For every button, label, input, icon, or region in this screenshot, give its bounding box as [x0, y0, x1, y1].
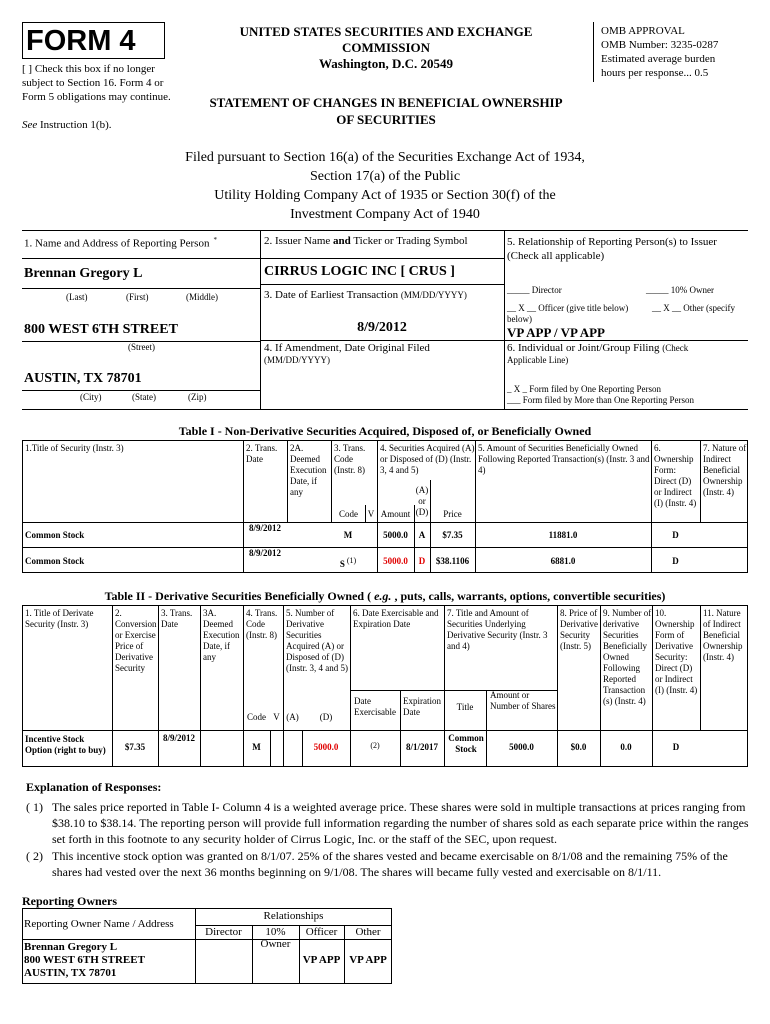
t1-r2-date: 8/9/2012 — [248, 548, 281, 558]
t1-r2-title: Common Stock — [25, 556, 85, 566]
t2-h-dprice: 8. Price of Derivative Security (Instr. 5) — [560, 608, 598, 651]
t2-r1-form: D — [672, 742, 680, 752]
officer-title: VP APP / VP APP — [507, 325, 605, 340]
owner-officer-value: VP APP — [302, 954, 341, 966]
director-col: Director — [205, 926, 242, 938]
footnote-2-num: ( 2) — [26, 849, 43, 863]
form-title: FORM 4 — [26, 25, 136, 57]
t1-r1-code: M — [343, 530, 353, 540]
t1-r1-title: Common Stock — [25, 530, 85, 540]
t1-r2-owned: 6881.0 — [550, 556, 576, 566]
joint-filing-label: 6. Individual or Joint/Group Filing (Check — [507, 342, 689, 354]
t2-r1-title: Incentive Stock Option (right to buy) — [25, 734, 106, 755]
t1-r2-form: D — [672, 556, 679, 566]
street-label: (Street) — [128, 342, 155, 352]
city-label: (City) — [80, 392, 102, 402]
t2-h-underlying: 7. Title and Amount of Securities Underlying Derivative Security (Instr. 3 and 4) — [447, 608, 548, 651]
t1-h-form: 6. Ownership Form: Direct (D) or Indirect (I) (Instr. 4) — [654, 443, 697, 508]
owner-name-col: Reporting Owner Name / Address — [24, 918, 174, 930]
statement-title: STATEMENT OF CHANGES IN BENEFICIAL OWNERSHIP OF SECURITIES — [209, 95, 563, 127]
applicable-line-label: Applicable Line) — [507, 355, 569, 365]
earliest-transaction-label: 3. Date of Earliest Transaction (MM/DD/YYYY) — [264, 289, 467, 301]
below-label: below) — [507, 314, 532, 324]
t2-r1-code: M — [252, 742, 261, 752]
omb-approval: OMB APPROVAL OMB Number: 3235-0287 Estimated average burden hours per response... 0.5 — [601, 25, 719, 79]
footnote-1-num: ( 1) — [26, 800, 43, 814]
t2-sub-exp: Expiration Date — [403, 696, 441, 717]
t1-r1-date: 8/9/2012 — [248, 523, 281, 533]
explanation-heading: Explanation of Responses: — [26, 780, 162, 794]
t2-h-owned: 9. Number of derivative Securities Beneficially Owned Following Reported Transaction (s) (Instr. 4) — [603, 608, 652, 706]
filed-pursuant: Filed pursuant to Section 16(a) of the Securities Exchange Act of 1934, Section 17(a) of the Public Utility Holding Company Act of 1935 or Section 30(f) of the Investment Company Act of 1940 — [185, 150, 585, 222]
t1-sub-v: V — [367, 509, 375, 519]
issuer-label: 2. Issuer Name and Ticker or Trading Symbol — [264, 235, 468, 247]
t2-r1-owned: 0.0 — [620, 742, 632, 752]
t1-h-date: 2. Trans. Date — [246, 443, 278, 464]
t1-h-deemed: 2A. Deemed Execution Date, if any — [290, 443, 327, 497]
reporting-owners-heading: Reporting Owners — [22, 894, 117, 908]
t1-r2-ad: D — [418, 556, 426, 566]
t2-sub-v: V — [273, 712, 280, 722]
footnote-2-link[interactable]: (2) — [370, 741, 380, 750]
no-longer-subject-checkbox[interactable]: [ ] Check this box if no longer subject to Section 16. Form 4 or Form 5 obligations may continue. — [22, 63, 171, 103]
t2-h-date: 3. Trans. Date — [161, 608, 193, 629]
t1-h-code: 3. Trans. Code (Instr. 8) — [334, 443, 366, 475]
see-instruction: See Instruction 1(b). — [22, 119, 112, 131]
t2-h-title: 1. Title of Derivate Security (Instr. 3) — [25, 608, 94, 629]
earliest-transaction-date: 8/9/2012 — [357, 320, 407, 335]
t2-sub-title: Title — [456, 702, 474, 712]
reporter-street: 800 WEST 6TH STREET — [24, 322, 178, 337]
t2-h-price: 2. Conversion or Exercise Price of Derivative Security — [115, 608, 157, 673]
t1-h-owned: 5. Amount of Securities Beneficially Owned Following Reported Transaction(s) (Instr. 3 and 4) — [478, 443, 650, 475]
footnote-2-text: This incentive stock option was granted on 8/1/07. 25% of the shares vested and became exercisable on 8/1/08 and the remaining 75% of the shares had vested over the next 36 months beginning on 9/1/08. The shares will became fully vested and exercisable on 8/1/11. — [52, 849, 728, 879]
t1-h-securities: 4. Securities Acquired (A) or Disposed of (D) (Instr. 3, 4 and 5) — [380, 443, 475, 475]
last-label: (Last) — [66, 292, 88, 302]
other-col: Other — [355, 926, 381, 938]
amendment-format: (MM/DD/YYYY) — [264, 355, 330, 365]
officer-checkbox[interactable]: __ X __ Officer (give title below) — [507, 303, 629, 313]
t1-r2-amount: 5000.0 — [383, 556, 408, 566]
t1-r1-owned: 11881.0 — [548, 530, 578, 540]
t2-r1-d-price: $0.0 — [570, 742, 587, 752]
t2-r1-u-title: Common Stock — [448, 733, 484, 754]
footnote-1-text: The sales price reported in Table I- Column 4 is a weighted average price. These shares were sold in multiple transactions at prices ranging from $38.10 to $38.14. The reporting person will provide full information regarding the number of shares sold as each separate price within the ranges set forth in this footnote to any security holder of Cirrus Logic, Inc. or the staff of the SEC, upon request. — [52, 800, 749, 846]
owner-other-value: VP APP — [349, 954, 387, 966]
t1-sub-price: Price — [443, 509, 462, 519]
t1-r1-ad: A — [418, 530, 426, 540]
t2-h-code: 4. Trans. Code (Instr. 8) — [246, 608, 278, 640]
relationship-label: 5. Relationship of Reporting Person(s) to Issuer (Check all applicable) — [507, 236, 717, 262]
t2-r1-d-amount: 5000.0 — [313, 742, 339, 752]
t2-sub-d: (D) — [319, 712, 333, 722]
t1-r2-price: $38.1106 — [435, 556, 470, 566]
state-label: (State) — [132, 392, 156, 402]
t1-r1-price: $7.35 — [442, 530, 463, 540]
ten-pct-owner-checkbox[interactable]: _____ 10% Owner — [646, 285, 714, 295]
t2-h-exercisable: 6. Date Exercisable and Expiration Date — [353, 608, 439, 629]
t1-h-nature: 7. Nature of Indirect Beneficial Ownership (Instr. 4) — [703, 443, 747, 497]
t2-h-number: 5. Number of Derivative Securities Acquired (A) or Disposed of (D) (Instr. 3, 4 and 5) — [286, 608, 348, 673]
t2-r1-price: $7.35 — [124, 742, 146, 752]
more-person-radio[interactable]: ___ Form filed by More than One Reporting Person — [507, 395, 694, 405]
owner-address: Brennan Gregory L 800 WEST 6TH STREET AUSTIN, TX 78701 — [24, 941, 145, 979]
t2-h-nature: 11. Nature of Indirect Beneficial Ownership (Instr. 4) — [703, 608, 743, 662]
table2-title: Table II - Derivative Securities Beneficially Owned ( e.g. , puts, calls, warrants, options, convertible securities) — [104, 589, 666, 603]
middle-label: (Middle) — [186, 292, 218, 302]
reporter-city: AUSTIN, TX 78701 — [24, 371, 142, 386]
t2-r1-u-amount: 5000.0 — [509, 742, 534, 752]
t2-sub-date-ex: Date Exercisable — [354, 696, 396, 717]
amendment-label: 4. If Amendment, Date Original Filed — [264, 342, 430, 354]
director-checkbox[interactable]: _____ Director — [507, 285, 562, 295]
officer-col: Officer — [305, 926, 338, 938]
t2-r1-expiration: 8/1/2017 — [405, 742, 438, 752]
reporter-name: Brennan Gregory L — [24, 266, 143, 281]
t1-r2-code: S $^{(1)}$ — [339, 556, 357, 569]
t2-h-form: 10. Ownership Form of Derivative Security: Direct (D) or Indirect (I) (Instr. 4) — [655, 608, 698, 695]
t1-sub-code: Code — [339, 509, 358, 519]
t1-sub-amount: Amount — [380, 509, 411, 519]
t2-sub-code: Code — [247, 712, 266, 722]
t2-sub-a: (A) — [286, 712, 299, 722]
zip-label: (Zip) — [188, 392, 207, 402]
agency-header: UNITED STATES SECURITIES AND EXCHANGE COMMISSION Washington, D.C. 20549 — [239, 24, 533, 71]
first-label: (First) — [126, 292, 149, 302]
t2-sub-amount: Amount or Number of Shares — [490, 690, 556, 711]
ten-pct-col: 10% Owner — [260, 926, 291, 950]
t1-r1-form: D — [672, 530, 679, 540]
table1-title: Table I - Non-Derivative Securities Acquired, Disposed of, or Beneficially Owned — [178, 424, 592, 438]
relationships-col: Relationships — [263, 910, 324, 922]
t1-r1-amount: 5000.0 — [383, 530, 408, 540]
t1-h-title: 1.Title of Security (Instr. 3) — [25, 443, 124, 453]
issuer-name: CIRRUS LOGIC INC [ CRUS ] — [264, 264, 455, 279]
one-person-radio[interactable]: _ X _ Form filed by One Reporting Person — [507, 384, 661, 394]
other-checkbox[interactable]: __ X __ Other (specify — [652, 303, 735, 313]
t2-r1-date: 8/9/2012 — [162, 733, 195, 743]
t1-sub-ad: (A) or (D) — [415, 485, 429, 517]
t2-h-deemed: 3A. Deemed Execution Date, if any — [203, 608, 240, 662]
reporting-person-label: 1. Name and Address of Reporting Person * — [24, 236, 217, 250]
footnote-1-link[interactable]: (1) — [346, 556, 357, 565]
